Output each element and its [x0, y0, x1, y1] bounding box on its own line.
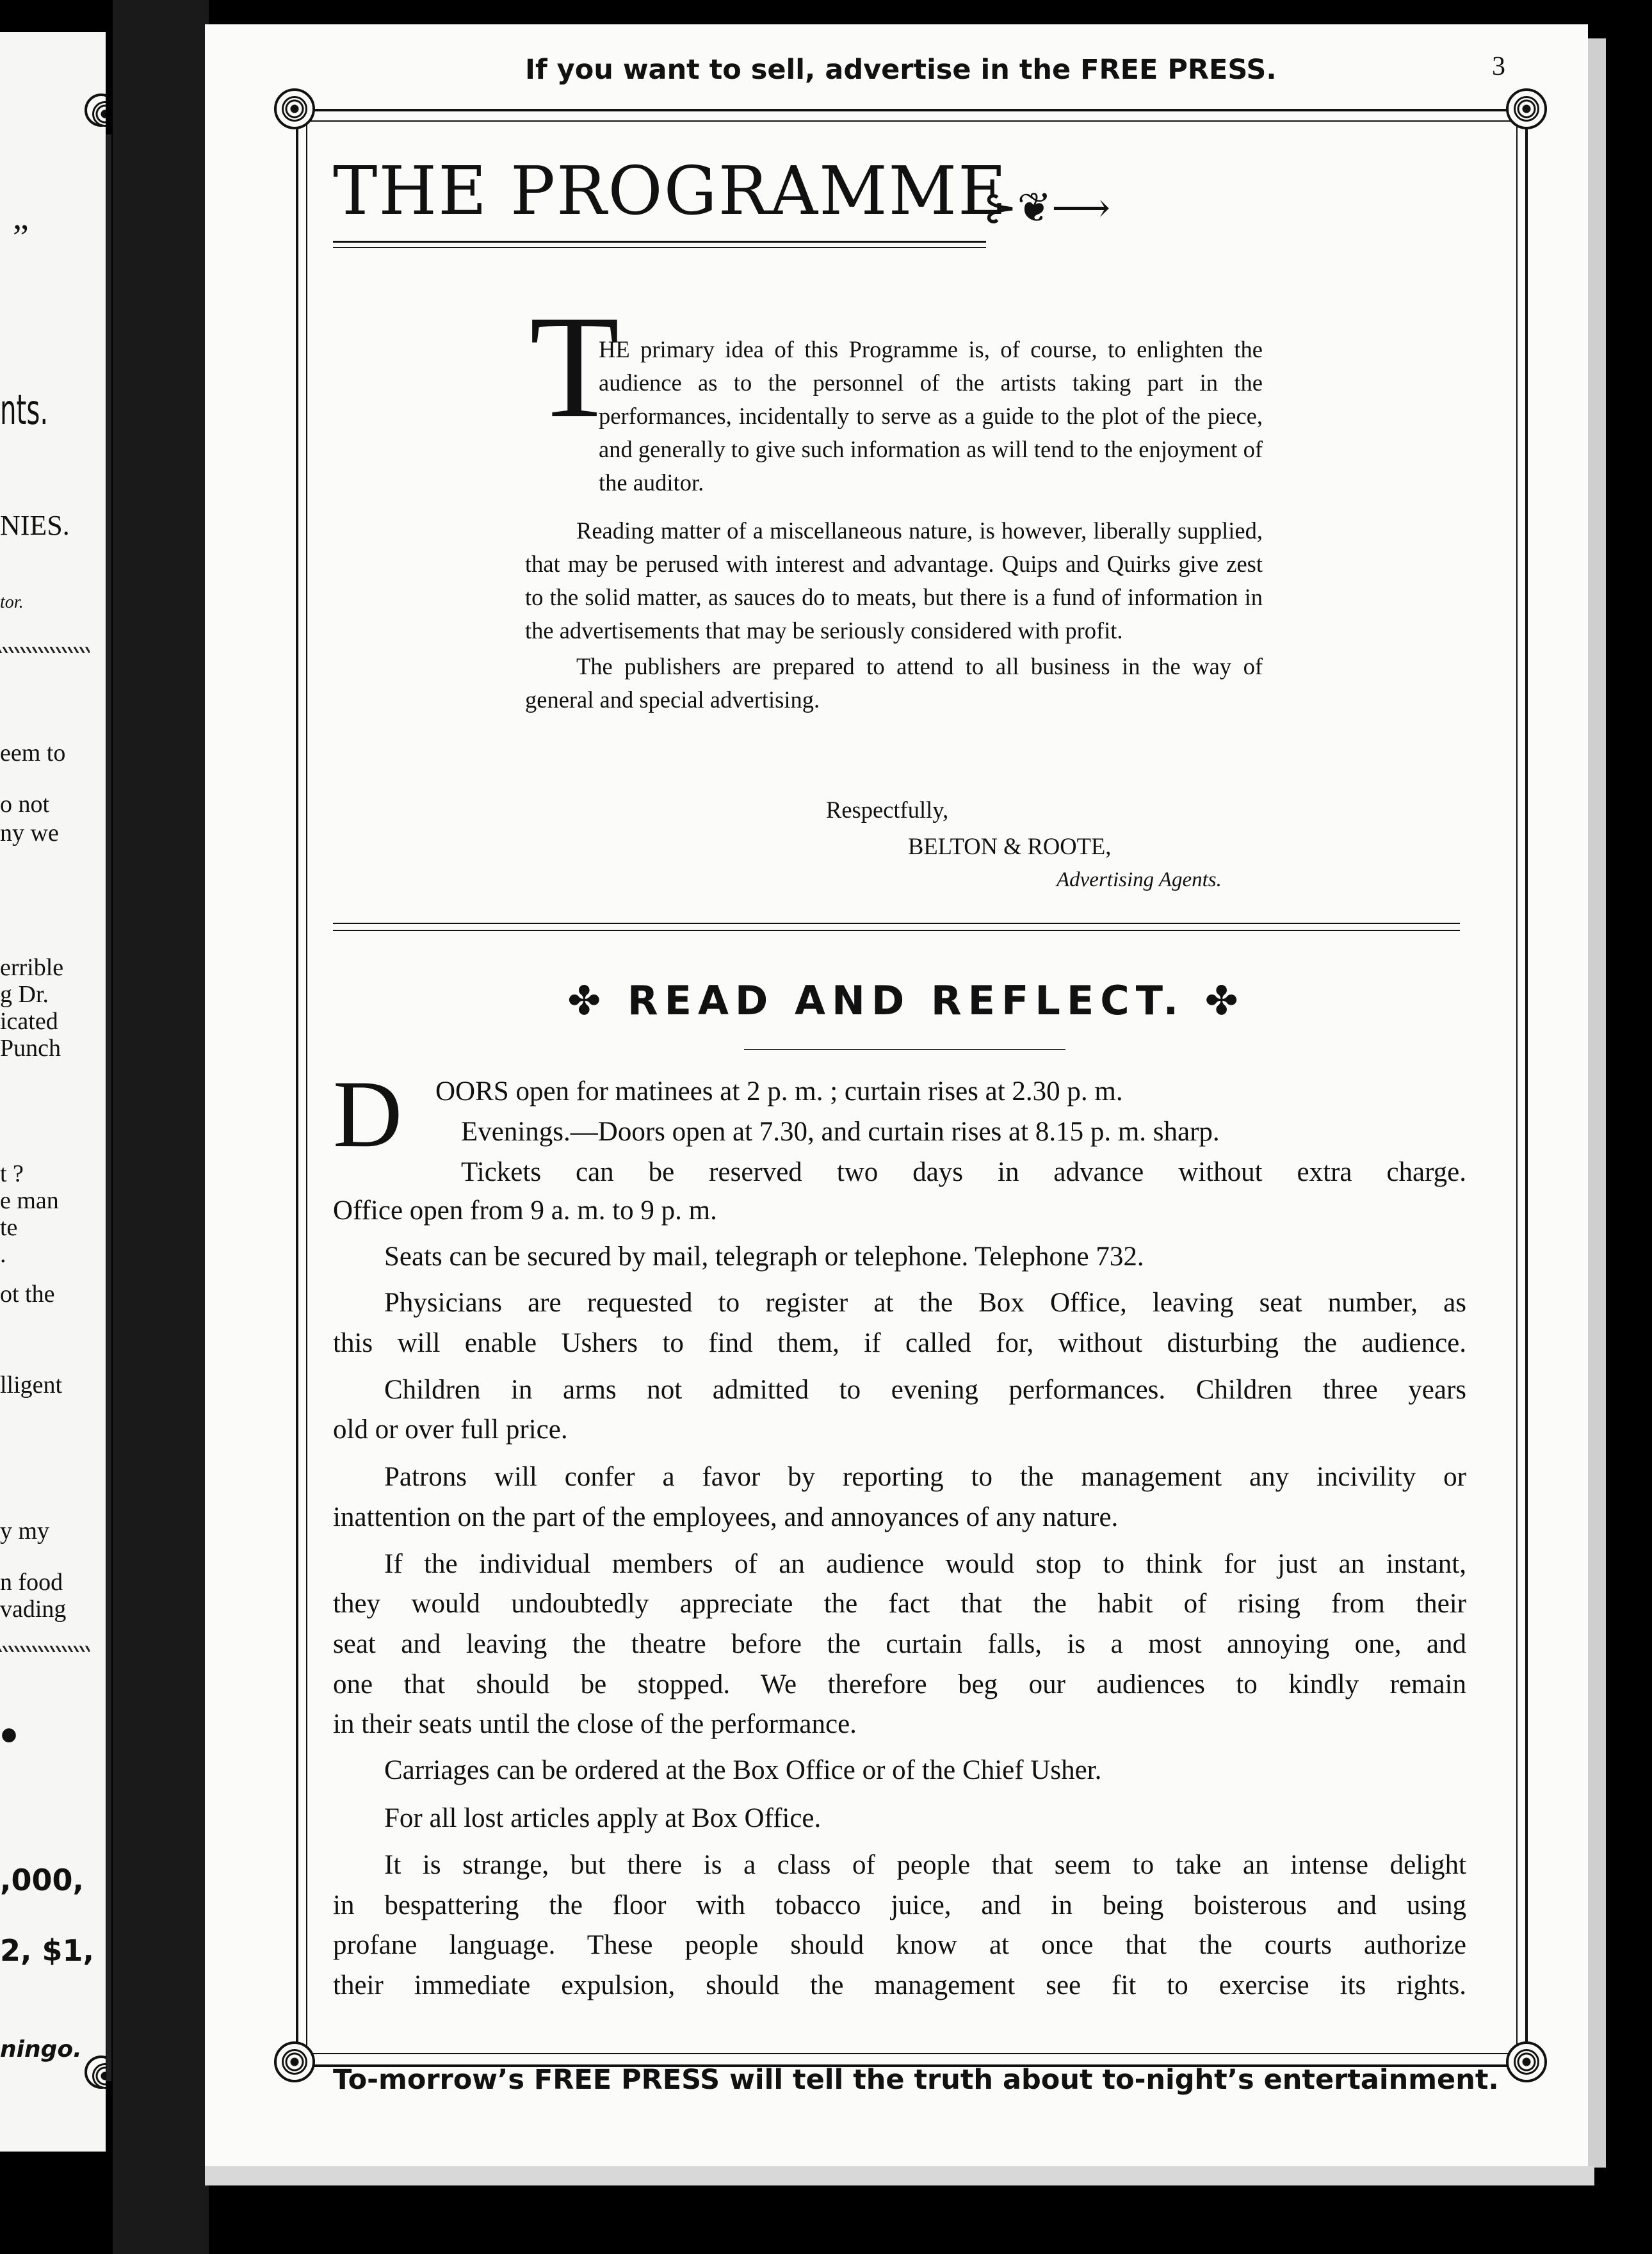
signer-name: BELTON & ROOTE,	[908, 833, 1112, 859]
corner-rosette-bottom-left	[274, 2041, 315, 2082]
left-fragment: NIES.	[0, 510, 70, 541]
left-page-border	[106, 134, 111, 2081]
left-fragment: ny we	[0, 820, 59, 847]
binding-gutter	[113, 0, 209, 2254]
corner-rosette-top-left	[274, 88, 315, 129]
left-fragment: t ?	[0, 1160, 24, 1187]
notice-line: one that should be stopped. We therefore beg our audiences to kindly remain	[333, 1669, 1466, 1699]
left-fragment: ningo.	[0, 2036, 82, 2063]
notice-line: Carriages can be ordered at the Box Office or of the Chief Usher.	[384, 1755, 1102, 1785]
notice-line: seat and leaving the theatre before the curtain falls, is a most annoying one, and	[333, 1629, 1466, 1659]
left-fragment: ”	[13, 218, 29, 257]
title-underline	[333, 247, 986, 248]
notice-line: Physicians are requested to register at the Box Office, leaving seat number, as	[384, 1288, 1466, 1318]
left-fragment: g Dr.	[0, 981, 49, 1008]
notice-line: Children in arms not admitted to evening performances. Children three years	[384, 1375, 1466, 1405]
left-fragment: •	[0, 1708, 19, 1764]
section-divider	[333, 930, 1460, 931]
left-corner-rosette	[85, 2055, 106, 2089]
programme-body	[525, 514, 1263, 717]
closing: Respectfully,	[826, 797, 949, 823]
notice-line: old or over full price.	[333, 1415, 568, 1445]
notice-line: For all lost articles apply at Box Office.	[384, 1803, 822, 1833]
notice-line: Patrons will confer a favor by reporting to the management any incivility or	[384, 1462, 1466, 1492]
notice-line: Evenings.—Doors open at 7.30, and curtain rises at 8.15 p. m. sharp.	[461, 1117, 1220, 1147]
notice-line: Tickets can be reserved two days in advance without extra charge.	[461, 1157, 1466, 1187]
bottom-advert: To-morrow’s FREE PRESS will tell the truth about to-night’s entertainment.	[333, 2064, 1499, 2096]
notice-line: Seats can be secured by mail, telegraph or telephone. Telephone 732.	[384, 1242, 1144, 1272]
programme-first-paragraph	[599, 309, 1263, 523]
paragraph: Reading matter of a miscellaneous nature, is however, liberally supplied, that may be perused with interest and advantage. Quips and Quirks give zest to the solid matter, as sauces do to meats, but there is a fund of information in the advertisements that may be seriously considered with profit.	[525, 517, 1263, 644]
page-edge-shadow	[1588, 38, 1606, 2168]
corner-rosette-bottom-right	[1506, 2041, 1547, 2082]
left-fragment: ot the	[0, 1281, 55, 1308]
notice-line: OORS open for matinees at 2 p. m. ; curtain rises at 2.30 p. m.	[435, 1076, 1123, 1107]
notice-line: their immediate expulsion, should the management see fit to exercise its rights.	[333, 1970, 1466, 2000]
left-fragment: .	[0, 1241, 6, 1268]
signer-role: Advertising Agents.	[1057, 868, 1222, 891]
left-fragment: e man	[0, 1187, 59, 1214]
notice-line: It is strange, but there is a class of people that seem to take an intense delight	[384, 1850, 1466, 1880]
notice-line: they would undoubtedly appreciate the fact that the habit of rising from their	[333, 1589, 1466, 1619]
paragraph: HE primary idea of this Programme is, of course, to enlighten the audience as to the personnel of the artists taking part in the performances, incidentally to serve as a guide to the plot of the piece, and generally to give such information as will tend to the enjoyment of the auditor.	[599, 336, 1263, 496]
programme-title: THE PROGRAMME	[333, 152, 1008, 230]
notice-line: this will enable Ushers to find them, if called for, without disturbing the audience.	[333, 1328, 1466, 1358]
left-fragment: vading	[0, 1596, 67, 1623]
left-fragment: te	[0, 1214, 18, 1241]
page-number: 3	[1492, 52, 1505, 81]
left-fragment: ,000,	[0, 1863, 84, 1897]
title-underline	[333, 241, 986, 243]
page-3	[205, 24, 1588, 2166]
left-fragment: Punch	[0, 1035, 61, 1062]
left-page-fragment	[0, 32, 106, 2152]
notice-line: in their seats until the close of the performance.	[333, 1709, 857, 1739]
programme-drop-cap: T	[530, 285, 620, 448]
section-divider	[333, 923, 1460, 924]
left-fragment: o not	[0, 791, 50, 818]
left-fragment: nts.	[0, 387, 49, 434]
left-corner-rosette	[85, 93, 106, 127]
title-rule	[744, 1049, 1065, 1050]
read-reflect-drop-cap: D	[333, 1061, 403, 1167]
top-advert: If you want to sell, advertise in the FREE PRESS.	[525, 54, 1277, 86]
notice-line: in bespattering the floor with tobacco juice, and in being boisterous and using	[333, 1890, 1466, 1920]
notice-line: If the individual members of an audience would stop to think for just an instant,	[384, 1549, 1466, 1579]
notice-line: inattention on the part of the employees, and annoyances of any nature.	[333, 1502, 1119, 1532]
read-and-reflect-title: ✤ READ AND REFLECT. ✤	[567, 977, 1245, 1024]
page-bottom-edge	[205, 2166, 1594, 2185]
left-fragment: y my	[0, 1518, 50, 1545]
left-fragment: errible	[0, 954, 64, 981]
notice-line: Office open from 9 a. m. to 9 p. m.	[333, 1196, 717, 1226]
corner-rosette-top-right	[1506, 88, 1547, 129]
left-hatch-rule	[0, 647, 90, 653]
left-fragment: eem to	[0, 740, 66, 766]
title-flourish-icon: ⊱❦⟶	[983, 185, 1110, 231]
notice-line: profane language. These people should know at once that the courts authorize	[333, 1930, 1466, 1960]
paragraph: The publishers are prepared to attend to all business in the way of general and special advertising.	[525, 653, 1263, 713]
left-fragment: tor.	[0, 592, 24, 612]
left-fragment: 2, $1,	[0, 1933, 94, 1968]
left-hatch-rule	[0, 1646, 90, 1652]
left-fragment: lligent	[0, 1372, 63, 1399]
left-fragment: icated	[0, 1008, 58, 1035]
left-fragment: n food	[0, 1569, 63, 1596]
